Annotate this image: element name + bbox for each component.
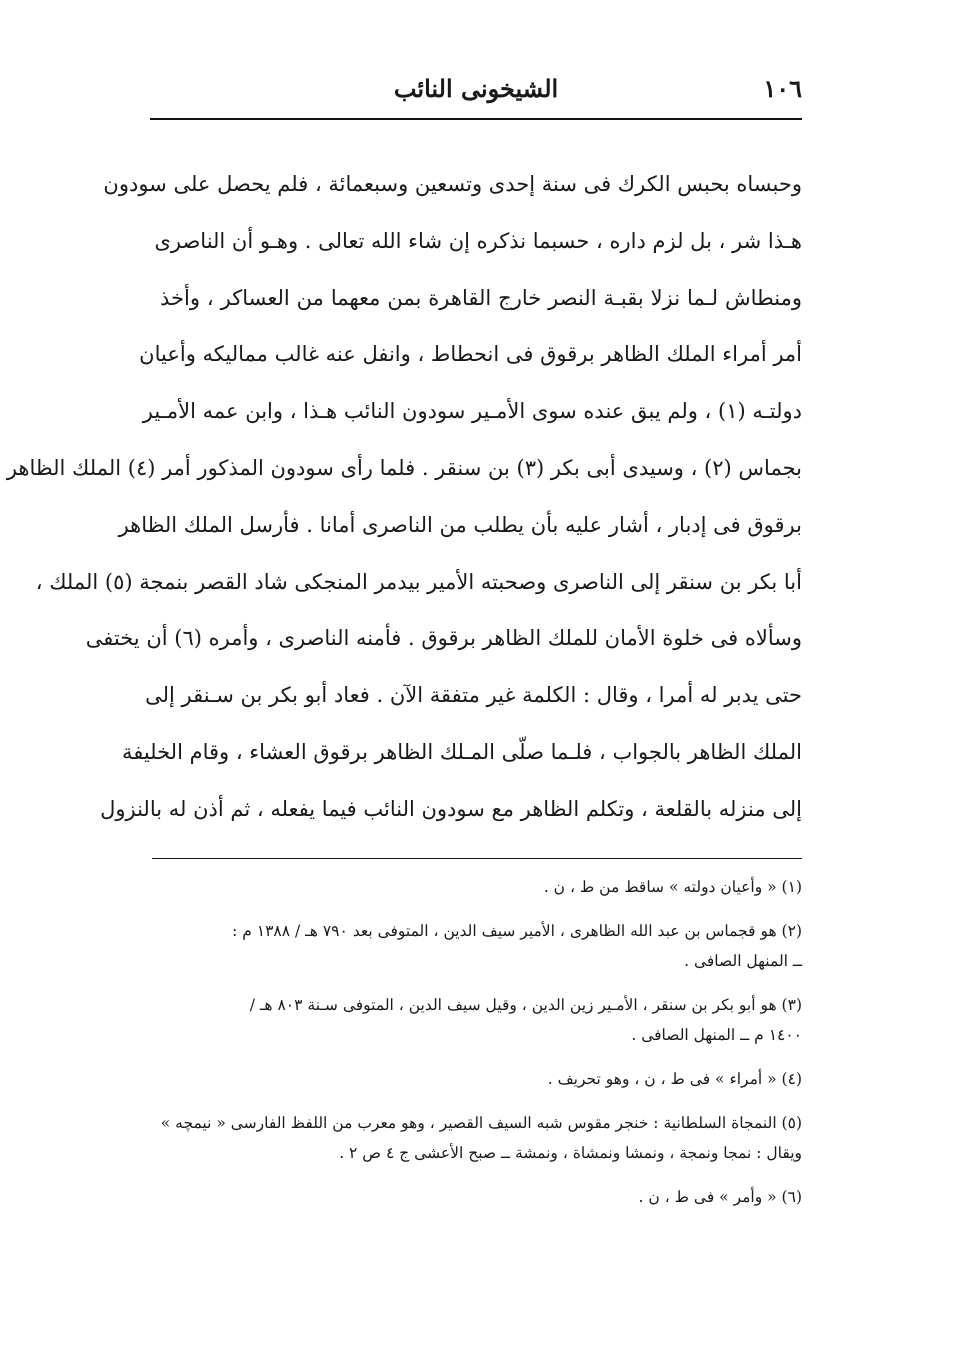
text-line: إلى منزله بالقلعة ، وتكلم الظاهر مع سودون النائب فيما يفعله ، ثم أذن له بالنزول [100, 796, 802, 821]
page-number: ١٠٦ [763, 74, 802, 103]
footnotes [150, 872, 802, 1212]
footnote-4: (٤) « أمراء » فى ط ، ن ، وهو تحريف . [547, 1070, 802, 1088]
header-rule [150, 118, 802, 120]
main-text [6, 160, 802, 842]
text-line: أمر أمراء الملك الظاهر برقوق فى انحطاط ، وانفل عنه غالب مماليكه وأعيان [139, 342, 802, 367]
text-line: ومنطاش لـما نزلا بقبـة النصر خارج القاهرة بمن معهما من العساكر ، وأخذ [160, 285, 802, 310]
text-line: دولتـه (١) ، ولم يبق عنده سوى الأمـير سودون النائب هـذا ، وابن عمه الأمـير [142, 399, 802, 424]
text-line: أبا بكر بن سنقر إلى الناصرى وصحبته الأمير بيدمر المنجكى شاد القصر بنمجة (٥) الملك ، [35, 569, 802, 594]
text-line: برقوق فى إدبار ، أشار عليه بأن يطلب من الناصرى أمانا . فأرسل الملك الظاهر [118, 512, 802, 537]
footnote-6: (٦) « وأمر » فى ط ، ن . [638, 1188, 802, 1206]
footnote-2-continued: ــ المنهل الصافى . [684, 952, 802, 970]
text-line: الملك الظاهر بالجواب ، فلـما صلّى المـلك الظاهر برقوق العشاء ، وقام الخليفة [121, 739, 802, 764]
text-line: وحبساه بحبس الكرك فى سنة إحدى وتسعين وسبعمائة ، فلم يحصل على سودون [103, 172, 802, 196]
page-header [150, 72, 802, 108]
running-title: الشيخونى النائب [393, 74, 559, 103]
footnote-3-continued: ١٤٠٠ م ــ المنهل الصافى . [631, 1026, 802, 1044]
text-line: حتى يدبر له أمرا ، وقال : الكلمة غير متفقة الآن . فعاد أبو بكر بن سـنقر إلى [145, 683, 802, 708]
text-line: وسألاه فى خلوة الأمان للملك الظاهر برقوق . فأمنه الناصرى ، وأمره (٦) أن يختفى [85, 626, 802, 651]
text-line: بجماس (٢) ، وسيدى أبى بكر (٣) بن سنقر . فلما رأى سودون المذكور أمر (٤) الملك الظاهر [6, 455, 802, 480]
text-line: هـذا شر ، بل لزم داره ، حسبما نذكره إن شاء الله تعالى . وهـو أن الناصرى [154, 228, 802, 253]
footnote-5: (٥) النمجاة السلطانية : خنجر مقوس شبه السيف القصير ، وهو معرب من اللفظ الفارسى « نيمچه » [160, 1114, 802, 1132]
footnote-3: (٣) هو أبو بكر بن سنقر ، الأمـير زين الدين ، وقيل سيف الدين ، المتوفى سـنة ٨٠٣ هـ / [249, 996, 802, 1014]
footnote-1: (١) « وأعيان دولته » ساقط من ط ، ن . [543, 878, 802, 896]
footnote-5-continued: ويقال : نمجا ونمجة ، ونمشا ونمشاة ، ونمشة ــ صبح الأعشى ج ٤ ص ٢ . [339, 1144, 802, 1162]
footnote-2: (٢) هو قجماس بن عبد الله الظاهرى ، الأمير سيف الدين ، المتوفى بعد ٧٩٠ هـ / ١٣٨٨ م : [232, 922, 802, 940]
footnote-rule [152, 858, 802, 859]
